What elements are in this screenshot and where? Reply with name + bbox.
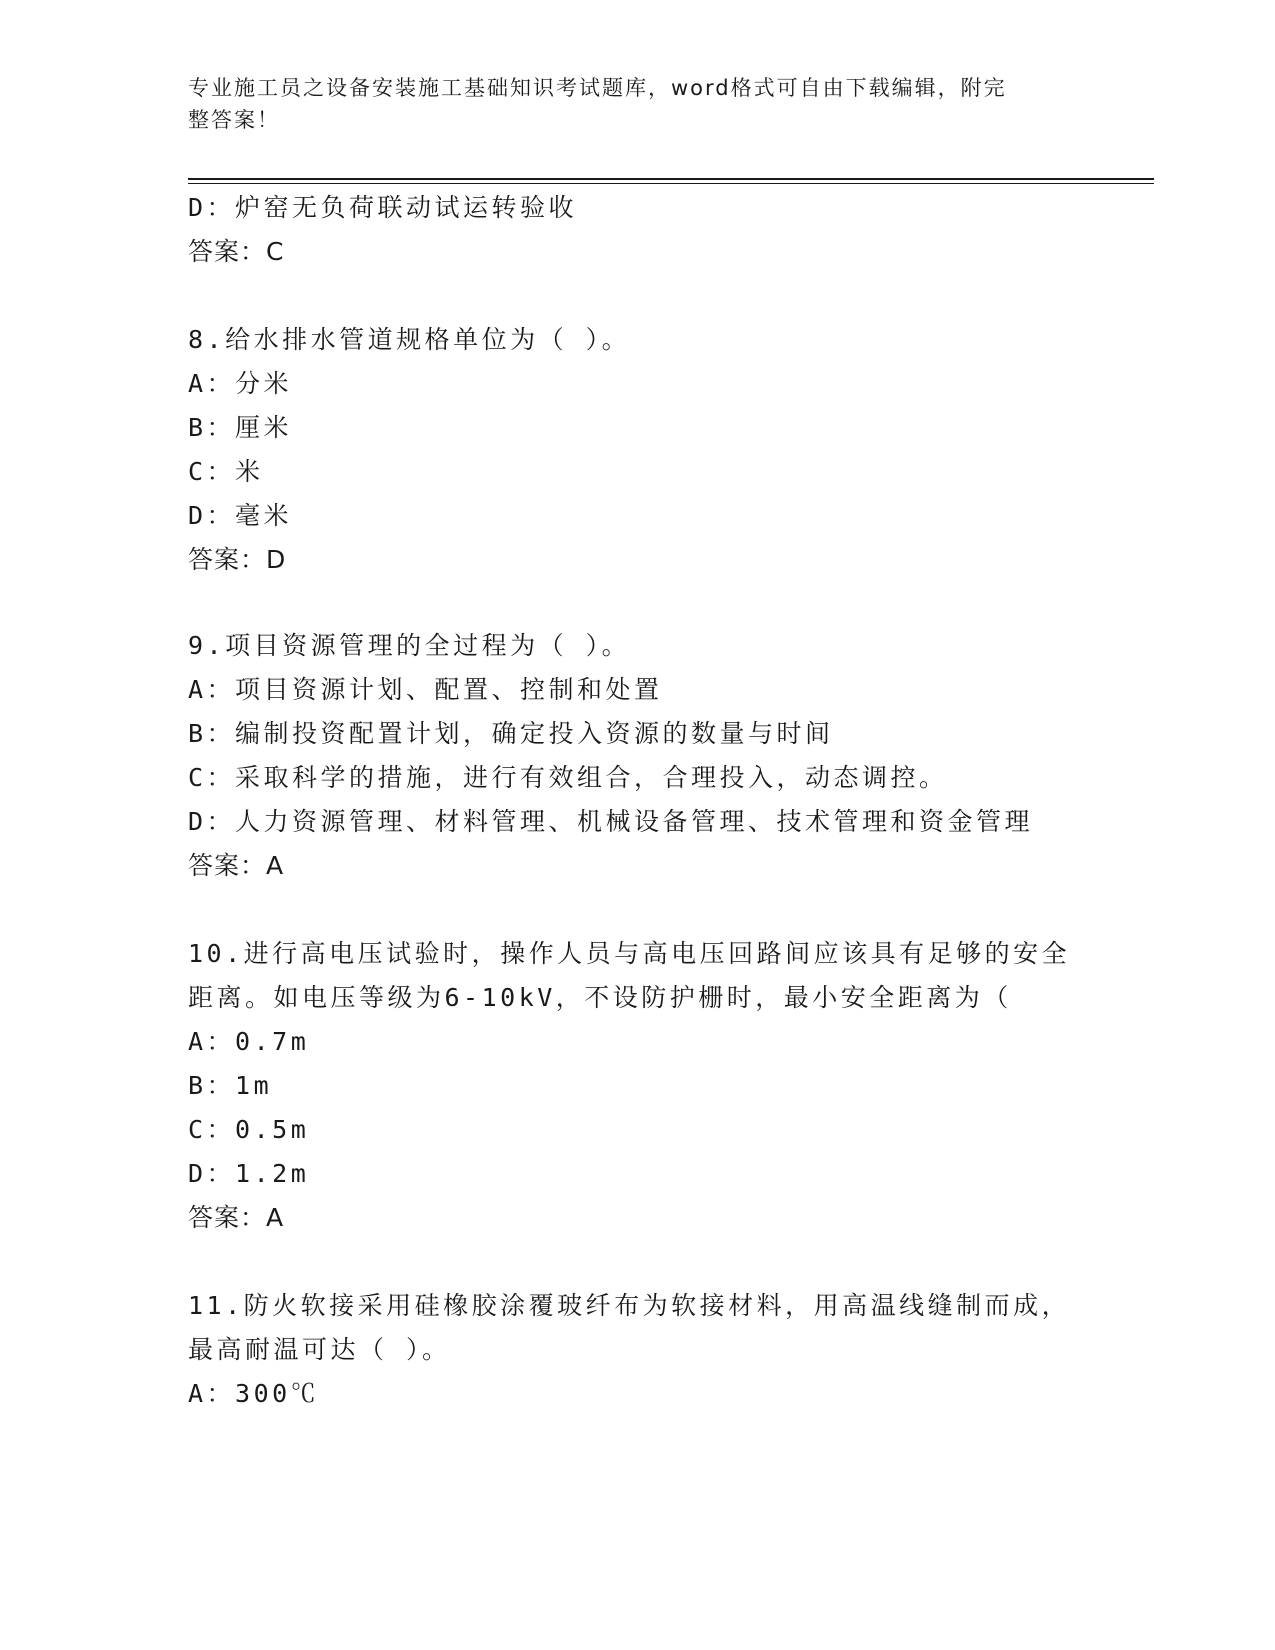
q9-option-c: C：采取科学的措施，进行有效组合，合理投入，动态调控。 bbox=[188, 763, 948, 792]
q7-answer: 答案：C bbox=[188, 237, 285, 266]
document-header bbox=[188, 72, 1088, 136]
q8-option-a: A：分米 bbox=[188, 369, 293, 398]
q9-question: 9.项目资源管理的全过程为（ ）。 bbox=[188, 631, 631, 660]
q10-answer: 答案：A bbox=[188, 1203, 285, 1232]
q8-option-d: D：毫米 bbox=[188, 501, 293, 530]
q11-question-line-2: 最高耐温可达（ ）。 bbox=[188, 1335, 451, 1364]
q10-question-line-2: 距离。如电压等级为6-10kV，不设防护栅时，最小安全距离为（ bbox=[188, 983, 1012, 1012]
q9-option-a: A：项目资源计划、配置、控制和处置 bbox=[188, 675, 663, 704]
header-divider-thin bbox=[188, 183, 1154, 184]
q10-question-line-1: 10.进行高电压试验时，操作人员与高电压回路间应该具有足够的安全 bbox=[188, 939, 1071, 968]
q8-option-c: C：米 bbox=[188, 457, 264, 486]
q9-option-d: D：人力资源管理、材料管理、机械设备管理、技术管理和资金管理 bbox=[188, 807, 1034, 836]
q10-option-c: C：0.5m bbox=[188, 1115, 310, 1144]
q10-option-b: B：1m bbox=[188, 1071, 273, 1100]
q8-answer: 答案：D bbox=[188, 545, 287, 574]
q8-question: 8.给水排水管道规格单位为（ ）。 bbox=[188, 325, 631, 354]
header-line-2: 整答案！ bbox=[188, 108, 280, 132]
q11-option-a: A：300℃ bbox=[188, 1379, 320, 1408]
q7-option-d: D：炉窑无负荷联动试运转验收 bbox=[188, 193, 578, 222]
header-divider-thick bbox=[188, 178, 1154, 180]
q9-answer: 答案：A bbox=[188, 851, 285, 880]
header-line-1: 专业施工员之设备安装施工基础知识考试题库，word格式可自由下载编辑，附完 bbox=[188, 76, 1007, 100]
q9-option-b: B：编制投资配置计划，确定投入资源的数量与时间 bbox=[188, 719, 834, 748]
q10-option-a: A：0.7m bbox=[188, 1027, 310, 1056]
q11-question-line-1: 11.防火软接采用硅橡胶涂覆玻纤布为软接材料，用高温线缝制而成， bbox=[188, 1291, 1071, 1320]
q10-option-d: D：1.2m bbox=[188, 1159, 310, 1188]
q8-option-b: B：厘米 bbox=[188, 413, 293, 442]
